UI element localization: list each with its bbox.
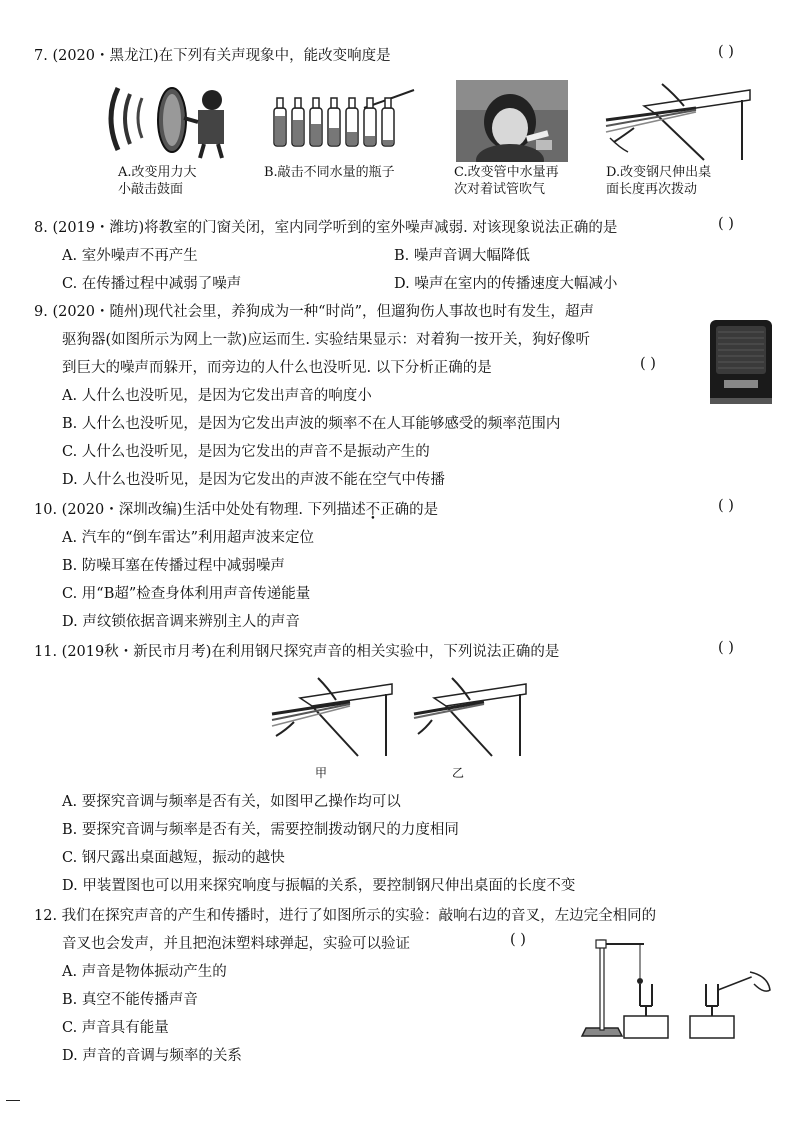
q7-caption-a: A.改变用力大 小敲击鼓面	[118, 165, 197, 197]
q8-option-a[interactable]: A. 室外噪声不再产生	[62, 248, 198, 264]
ruler-figure-yi	[404, 676, 530, 762]
q10-stem-emphasis: 不	[365, 502, 381, 518]
q9-stem-line1: 9. (2020・随州)现代社会里，养狗成为一种“时尚”，但遛狗伤人事故也时有发生，超声	[34, 304, 594, 320]
tuning-fork-apparatus	[578, 932, 774, 1042]
girl-blowing-photo	[456, 80, 568, 162]
dog-repeller-device	[706, 318, 778, 408]
q7-stem: 7. (2020・黑龙江)在下列有关声现象中，能改变响度是	[34, 48, 391, 64]
q8-option-d[interactable]: D. 噪声在室内的传播速度大幅减小	[394, 276, 618, 292]
q12-option-c[interactable]: C. 声音具有能量	[62, 1020, 169, 1036]
q12-stem-line2: 音叉也会发声，并且把泡沫塑料球弹起，实验可以验证	[62, 936, 410, 952]
q8-option-c[interactable]: C. 在传播过程中减弱了噪声	[62, 276, 242, 292]
q12-stem-line1: 12. 我们在探究声音的产生和传播时，进行了如图所示的实验：敲响右边的音叉，左边完全相同的	[34, 908, 657, 924]
q8-option-b[interactable]: B. 噪声音调大幅降低	[394, 248, 530, 264]
q12-option-d[interactable]: D. 声音的音调与频率的关系	[62, 1048, 242, 1064]
ruler-figure-jia	[270, 676, 396, 762]
q10-option-b[interactable]: B. 防噪耳塞在传播过程中减弱噪声	[62, 558, 285, 574]
ruler-desk-figure	[604, 80, 754, 162]
q10-stem-post: 正确的是	[380, 502, 439, 518]
q10-option-a[interactable]: A. 汽车的“倒车雷达”利用超声波来定位	[62, 530, 315, 546]
q12-option-a[interactable]: A. 声音是物体振动产生的	[62, 964, 227, 980]
drum-figure	[100, 78, 230, 160]
q11-option-d[interactable]: D. 甲装置图也可以用来探究响度与振幅的关系，要控制钢尺伸出桌面的长度不变	[62, 878, 576, 894]
q9-answer-paren[interactable]: ( )	[640, 356, 656, 372]
q9-option-c[interactable]: C. 人什么也没听见，是因为它发出的声音不是振动产生的	[62, 444, 430, 460]
q10-option-c[interactable]: C. 用“B超”检查身体利用声音传递能量	[62, 586, 311, 602]
q8-stem: 8. (2019・潍坊)将教室的门窗关闭，室内同学听到的室外噪声减弱. 对该现象说法正确的是	[34, 220, 618, 236]
figure-label-jia: 甲	[315, 766, 328, 780]
q11-option-c[interactable]: C. 钢尺露出桌面越短，振动的越快	[62, 850, 285, 866]
q12-answer-paren[interactable]: ( )	[510, 932, 526, 948]
q12-option-b[interactable]: B. 真空不能传播声音	[62, 992, 198, 1008]
q11-option-a[interactable]: A. 要探究音调与频率是否有关，如图甲乙操作均可以	[62, 794, 401, 810]
bottles-figure	[268, 86, 418, 152]
q7-caption-d: D.改变钢尺伸出桌 面长度再次拨动	[606, 165, 712, 197]
q11-option-b[interactable]: B. 要探究音调与频率是否有关，需要控制拨动钢尺的力度相同	[62, 822, 459, 838]
q9-option-d[interactable]: D. 人什么也没听见，是因为它发出的声波不能在空气中传播	[62, 472, 445, 488]
q9-option-b[interactable]: B. 人什么也没听见，是因为它发出声波的频率不在人耳能够感受的频率范围内	[62, 416, 561, 432]
figure-label-yi: 乙	[452, 766, 465, 780]
footer-rule	[6, 1100, 20, 1101]
q10-option-d[interactable]: D. 声纹锁依据音调来辨别主人的声音	[62, 614, 300, 630]
q7-answer-paren[interactable]: ( )	[718, 44, 734, 60]
q10-answer-paren[interactable]: ( )	[718, 498, 734, 514]
q9-stem-line2: 驱狗器(如图所示为网上一款)应运而生. 实验结果显示：对着狗一按开关，狗好像听	[62, 332, 591, 348]
q9-stem-line3: 到巨大的噪声而躲开，而旁边的人什么也没听见. 以下分析正确的是	[62, 360, 492, 376]
q7-caption-b: B.敲击不同水量的瓶子	[264, 165, 395, 180]
q7-caption-c: C.改变管中水量再 次对着试管吹气	[454, 165, 559, 197]
q11-stem: 11. (2019秋・新民市月考)在利用钢尺探究声音的相关实验中，下列说法正确的是	[34, 644, 560, 660]
q11-answer-paren[interactable]: ( )	[718, 640, 734, 656]
q9-option-a[interactable]: A. 人什么也没听见，是因为它发出声音的响度小	[62, 388, 372, 404]
q10-stem-pre: 10. (2020・深圳改编)生活中处处有物理. 下列描述	[34, 502, 366, 518]
q10-stem	[34, 498, 438, 519]
q8-answer-paren[interactable]: ( )	[718, 216, 734, 232]
